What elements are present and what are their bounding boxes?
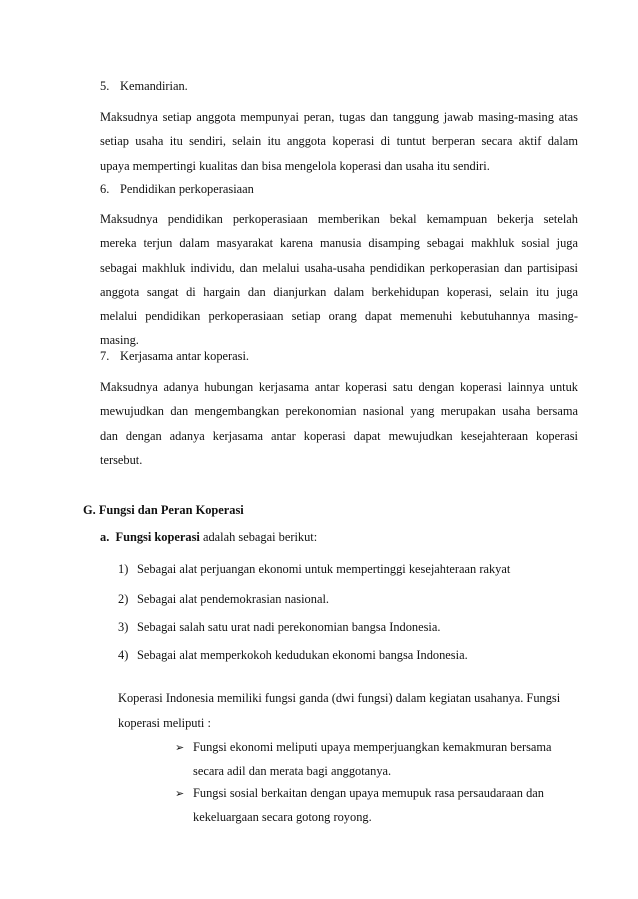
- item-7-paragraph: [100, 375, 578, 472]
- list-item-3-text: Sebagai salah satu urat nadi perekonomian bangsa Indonesia.: [137, 620, 441, 634]
- fungsi-paragraph-line-1: Koperasi Indonesia memiliki fungsi ganda (dwi fungsi) dalam kegiatan usahanya. Fungsi: [118, 691, 561, 705]
- paragraph-line: setiap usaha itu sendiri, selain itu anggota koperasi di tuntut berperan secara aktif dalam: [100, 134, 578, 149]
- item-5-paragraph: [100, 105, 578, 178]
- paragraph-line: tersebut.: [100, 452, 143, 467]
- arrow-bullet-icon: ➢: [175, 742, 185, 754]
- section-g-heading: G. Fungsi dan Peran Koperasi: [83, 503, 244, 517]
- arrow-bullet-icon: ➢: [175, 788, 185, 800]
- list-item-2-text: Sebagai alat pendemokrasian nasional.: [137, 592, 329, 606]
- paragraph-line: anggota sangat di hargain dan dianjurkan dalam berkehidupan koperasi, selain itu juga: [100, 284, 578, 299]
- item-6-number: 6.: [100, 182, 110, 196]
- list-item-3-marker: 3): [118, 620, 129, 634]
- bullet-1-line-2: secara adil dan merata bagi anggotanya.: [193, 764, 392, 778]
- paragraph-line: sebagai makhluk individu, dan melalui usaha-usaha pendidikan perkoperasian dan partisipasi: [100, 260, 578, 275]
- fungsi-paragraph-line-2: koperasi meliputi :: [118, 716, 211, 730]
- bullet-1-line-1: Fungsi ekonomi meliputi upaya memperjuangkan kemakmuran bersama: [193, 740, 552, 754]
- sub-a-marker: a.: [100, 530, 110, 544]
- item-6-heading: Pendidikan perkoperasiaan: [120, 182, 254, 196]
- paragraph-line: Maksudnya pendidikan perkoperasiaan memberikan bekal kemampuan bekerja setelah: [100, 212, 578, 226]
- sub-a-bold-text: Fungsi koperasi: [115, 530, 200, 544]
- bullet-2-line-1: Fungsi sosial berkaitan dengan upaya memupuk rasa persaudaraan dan: [193, 786, 544, 800]
- paragraph-line: mereka terjun dalam masyarakat karena manusia disamping sebagai makhluk sosial juga: [100, 236, 578, 251]
- list-item-1-text: Sebagai alat perjuangan ekonomi untuk mempertinggi kesejahteraan rakyat: [137, 562, 511, 576]
- paragraph-line: Maksudnya adanya hubungan kerjasama antar koperasi satu dengan koperasi lainnya untuk: [100, 380, 578, 394]
- list-item-4-marker: 4): [118, 648, 129, 662]
- list-item-1-marker: 1): [118, 562, 129, 576]
- item-7-heading: Kerjasama antar koperasi.: [120, 349, 250, 363]
- paragraph-line: dan dengan adanya kerjasama antar koperasi dapat mewujudkan kesejahteraan koperasi: [100, 428, 578, 443]
- item-7-number: 7.: [100, 349, 110, 363]
- list-item-2-marker: 2): [118, 592, 129, 606]
- item-6-paragraph: [100, 207, 578, 353]
- item-5-number: 5.: [100, 79, 110, 93]
- item-5-heading: Kemandirian.: [120, 79, 188, 93]
- sub-a-heading: [100, 530, 317, 545]
- paragraph-line: Maksudnya setiap anggota mempunyai peran, tugas dan tanggung jawab masing-masing atas: [100, 110, 578, 124]
- paragraph-line: mewujudkan dan mengembangkan perekonomian nasional yang merupakan usaha bersama: [100, 404, 578, 419]
- sub-a-rest-text: adalah sebagai berikut:: [199, 530, 318, 544]
- paragraph-line: masing.: [100, 333, 139, 348]
- list-item-4-text: Sebagai alat memperkokoh kedudukan ekonomi bangsa Indonesia.: [137, 648, 468, 662]
- paragraph-line: melalui pendidikan perkoperasiaan setiap orang dapat memenuhi kebutuhannya masing-: [100, 309, 578, 324]
- paragraph-line: upaya mempertingi kualitas dan bisa mengelola koperasi dan usaha itu sendiri.: [100, 158, 490, 173]
- bullet-2-line-2: kekeluargaan secara gotong royong.: [193, 810, 372, 824]
